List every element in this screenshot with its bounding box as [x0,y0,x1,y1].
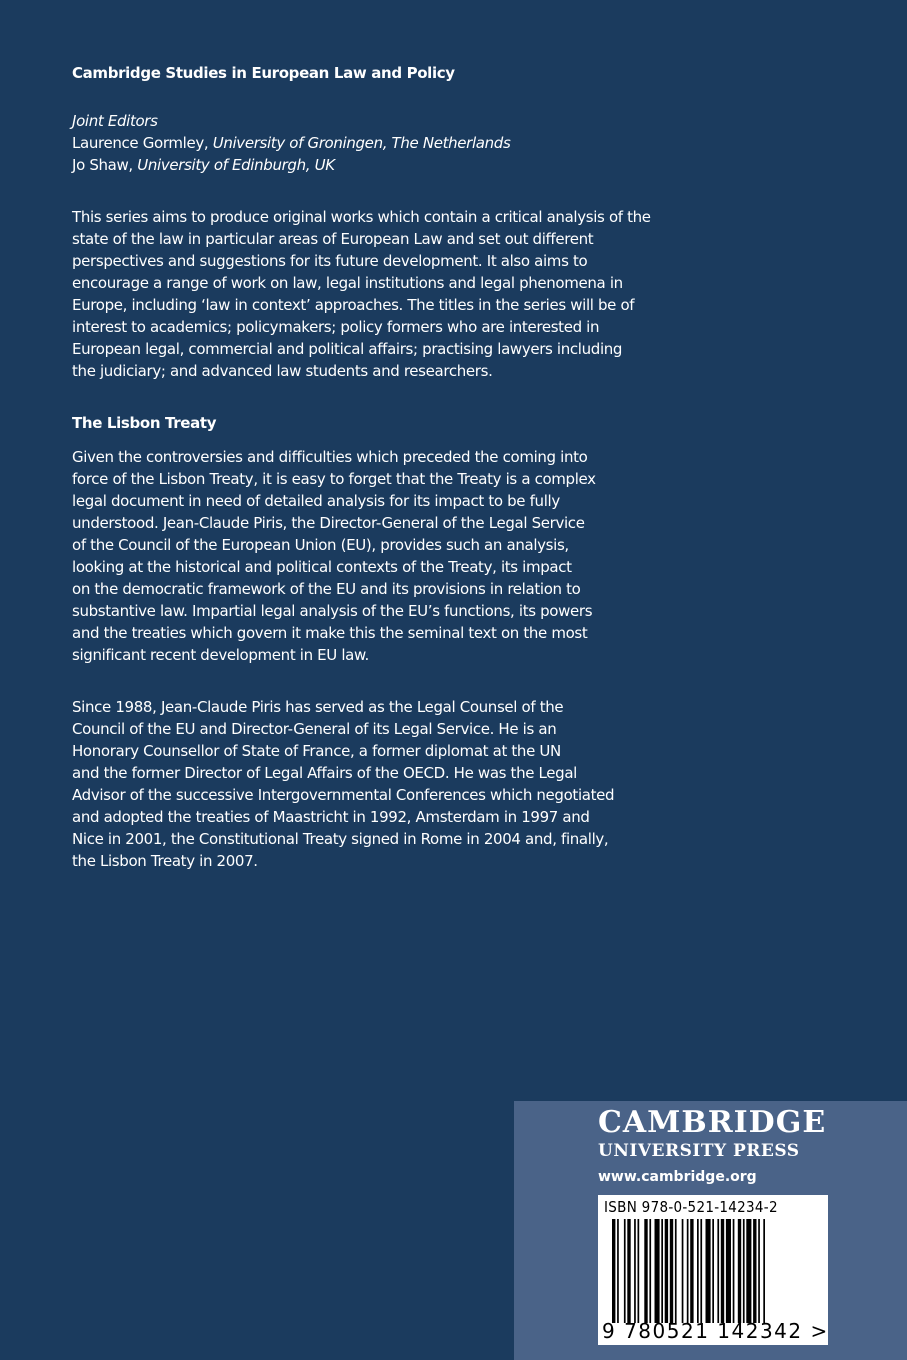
barcode [598,1195,828,1345]
editor-entry [72,154,672,176]
editor-name: Jo Shaw, [72,156,138,174]
text-line: the judiciary; and advanced law students and researchers. [72,362,493,380]
author-bio [72,696,672,872]
series-title: Cambridge Studies in European Law and Policy [72,64,455,82]
barcode-bar [627,1219,630,1323]
text-line: and the former Director of Legal Affairs of the OECD. He was the Legal [72,764,577,782]
text-line: state of the law in particular areas of European Law and set out different [72,230,594,248]
barcode-bar [738,1219,741,1323]
barcode-bar [682,1219,684,1323]
barcode-bar [690,1219,693,1323]
barcode-bar [753,1219,756,1323]
text-line: encourage a range of work on law, legal institutions and legal phenomena in [72,274,623,292]
text-line: Since 1988, Jean-Claude Piris has served as the Legal Counsel of the [72,698,564,716]
editor-affiliation: University of Groningen, The Netherlands [212,134,511,152]
barcode-bar [687,1219,689,1323]
text-line: Given the controversies and difficulties which preceded the coming into [72,448,588,466]
barcode-bar [644,1219,647,1323]
text-line: substantive law. Impartial legal analysis of the EU’s functions, its powers [72,602,593,620]
barcode-bar [706,1219,711,1323]
text-line: force of the Lisbon Treaty, it is easy to forget that the Treaty is a complex [72,470,596,488]
text-line: European legal, commercial and political affairs; practising lawyers including [72,340,623,358]
barcode-bar [617,1219,619,1323]
text-line: and adopted the treaties of Maastricht in 1992, Amsterdam in 1997 and [72,808,590,826]
book-title: The Lisbon Treaty [72,414,217,432]
barcode-bar [638,1219,640,1323]
editor-entry [72,132,672,154]
barcode-bar [612,1219,615,1323]
barcode-bar [675,1219,677,1323]
series-editors [72,110,672,176]
barcode-digits: 9 780521 142342 > [602,1319,829,1343]
barcode-bar [743,1219,745,1323]
barcode-bar [624,1219,626,1323]
barcode-bar [712,1219,714,1323]
barcode-bar [655,1219,660,1323]
text-line: Advisor of the successive Intergovernmental Conferences which negotiated [72,786,615,804]
editors-role: Joint Editors [72,112,158,130]
text-line: Honorary Counsellor of State of France, a former diplomat at the UN [72,742,561,760]
text-line: perspectives and suggestions for its future development. It also aims to [72,252,588,270]
text-line: significant recent development in EU law. [72,646,369,664]
barcode-bar [717,1219,719,1323]
book-blurb [72,446,672,666]
series-description [72,206,672,382]
text-line: Council of the EU and Director-General of its Legal Service. He is an [72,720,557,738]
barcode-bar [670,1219,673,1323]
text-line: This series aims to produce original works which contain a critical analysis of the [72,208,651,226]
text-line: Europe, including ‘law in context’ approaches. The titles in the series will be of [72,296,635,314]
editor-affiliation: University of Edinburgh, UK [137,156,335,174]
text-line: of the Council of the European Union (EU), provides such an analysis, [72,536,569,554]
barcode-bar [721,1219,724,1323]
text-line: on the democratic framework of the EU and its provisions in relation to [72,580,581,598]
text-line: understood. Jean-Claude Piris, the Director-General of the Legal Service [72,514,585,532]
text-line: Nice in 2001, the Constitutional Treaty signed in Rome in 2004 and, finally, [72,830,609,848]
isbn-label: ISBN 978-0-521-14234-2 [604,1198,778,1216]
text-line: the Lisbon Treaty in 2007. [72,852,258,870]
barcode-bar [733,1219,735,1323]
barcode-bar [665,1219,668,1323]
barcode-bar [746,1219,751,1323]
barcode-bar [697,1219,699,1323]
barcode-bar [661,1219,663,1323]
barcode-bar [758,1219,760,1323]
barcode-bar [763,1219,765,1323]
text-line: interest to academics; policymakers; policy formers who are interested in [72,318,600,336]
barcode-bar [649,1219,651,1323]
barcode-bar [700,1219,702,1323]
text-line: looking at the historical and political contexts of the Treaty, its impact [72,558,572,576]
publisher-panel [514,1101,907,1360]
text-line: legal document in need of detailed analysis for its impact to be fully [72,492,560,510]
publisher-logo-subname: UNIVERSITY PRESS [598,1141,800,1161]
barcode-bar [726,1219,731,1323]
back-cover-text [72,62,672,872]
barcode-bar [634,1219,636,1323]
barcode-bars [612,1219,816,1323]
editor-name: Laurence Gormley, [72,134,213,152]
publisher-logo-name: CAMBRIDGE [598,1105,827,1140]
text-line: and the treaties which govern it make this the seminal text on the most [72,624,588,642]
publisher-url: www.cambridge.org [598,1169,757,1185]
